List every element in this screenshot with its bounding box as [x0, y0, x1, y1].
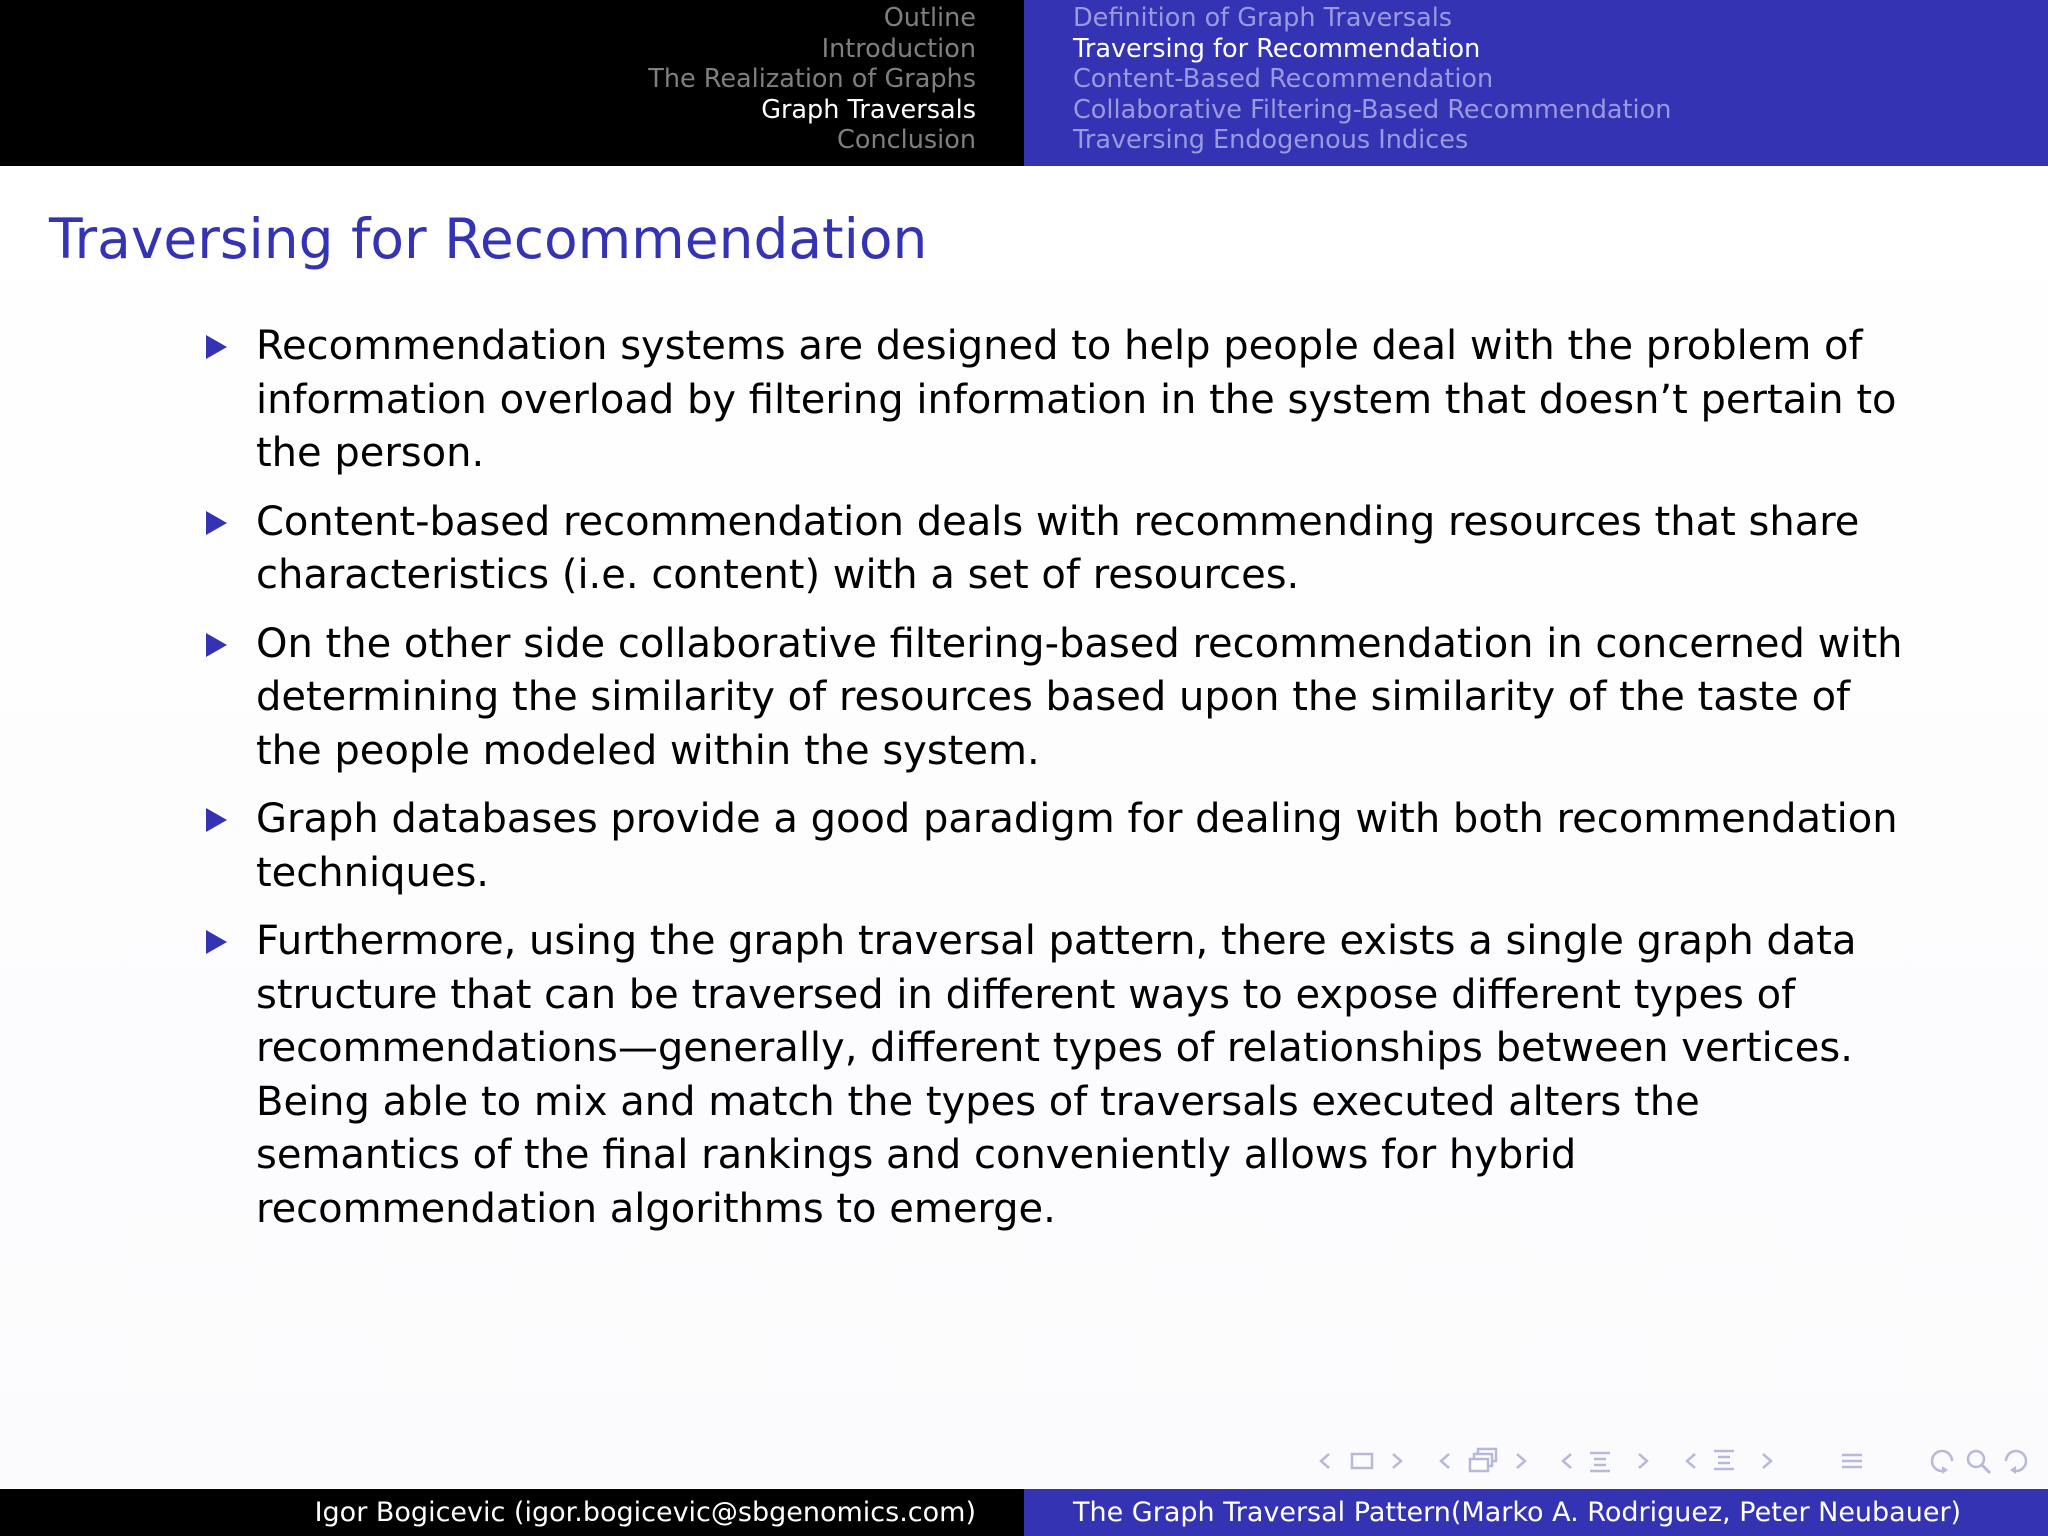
frame-title: Traversing for Recommendation [49, 207, 928, 271]
triangle-bullet-icon [206, 335, 227, 359]
nav-subsection-content-based[interactable]: Content-Based Recommendation [1073, 64, 1494, 94]
nav-subsection-collaborative-filtering[interactable]: Collaborative Filtering-Based Recommendation [1073, 94, 1672, 125]
bullet-item [206, 496, 1906, 603]
triangle-bullet-icon [206, 633, 227, 657]
next-presentation-arrow-icon[interactable] [1760, 1446, 1774, 1476]
slide-header [0, 0, 2048, 166]
prev-presentation-arrow-icon[interactable] [1684, 1446, 1698, 1476]
appendix-icon[interactable] [1840, 1446, 1864, 1476]
slide-footer [0, 1489, 2048, 1536]
prev-frame-arrow-icon[interactable] [1318, 1446, 1332, 1476]
prev-section-arrow-icon[interactable] [1560, 1446, 1574, 1476]
subsection-navigation [1024, 0, 2048, 166]
footer-talk-title[interactable]: The Graph Traversal Pattern(Marko A. Rodriguez, Peter Neubauer) [1024, 1489, 2048, 1536]
search-icon[interactable] [1964, 1446, 1994, 1476]
bullet-item [206, 320, 1906, 481]
bullet-item [206, 915, 1906, 1236]
footer-author[interactable]: Igor Bogicevic (igor.bogicevic@sbgenomics.com) [0, 1489, 1024, 1536]
section-navigation [0, 0, 1024, 166]
subsection-icon[interactable] [1468, 1446, 1500, 1476]
bullet-list [206, 320, 1906, 1251]
nav-section-graph-traversals[interactable]: Graph Traversals [761, 94, 976, 125]
bullet-item [206, 793, 1906, 900]
next-section-arrow-icon[interactable] [1636, 1446, 1650, 1476]
nav-section-realization-of-graphs[interactable]: The Realization of Graphs [648, 64, 976, 94]
next-frame-arrow-icon[interactable] [1390, 1446, 1404, 1476]
bullet-text: Content-based recommendation deals with recommending resources that share characteristics (i.e. content) with a set of resources. [256, 498, 1860, 598]
section-icon[interactable] [1588, 1446, 1612, 1476]
bullet-text: Recommendation systems are designed to help people deal with the problem of information overload by filtering information in the system that doesn’t pertain to the person. [256, 323, 1897, 476]
prev-subsection-arrow-icon[interactable] [1438, 1446, 1452, 1476]
triangle-bullet-icon [206, 808, 227, 832]
nav-section-outline[interactable]: Outline [883, 3, 976, 33]
triangle-bullet-icon [206, 930, 227, 954]
triangle-bullet-icon [206, 511, 227, 535]
nav-subsection-endogenous-indices[interactable]: Traversing Endogenous Indices [1073, 125, 1469, 155]
bullet-text: Furthermore, using the graph traversal pattern, there exists a single graph data structure that can be traversed in different ways to expose different types of recommendations—generally, different types of relationships between vertices. Being able to mix and match the types of traversals executed alters the semantics of the final rankings and conveniently allows for hybrid recommendation algorithms to emerge. [256, 918, 1857, 1232]
presentation-icon[interactable] [1712, 1446, 1736, 1476]
bullet-item [206, 618, 1906, 779]
bullet-text: On the other side collaborative filtering-based recommendation in concerned with determining the similarity of resources based upon the similarity of the taste of the people modeled within the system. [256, 620, 1903, 774]
forward-icon[interactable] [2002, 1446, 2032, 1476]
frame-icon[interactable] [1350, 1446, 1374, 1476]
nav-subsection-definition[interactable]: Definition of Graph Traversals [1073, 3, 1453, 33]
nav-section-conclusion[interactable]: Conclusion [837, 125, 976, 155]
next-subsection-arrow-icon[interactable] [1514, 1446, 1528, 1476]
nav-subsection-traversing-for-recommendation[interactable]: Traversing for Recommendation [1073, 33, 1481, 64]
bullet-text: Graph databases provide a good paradigm for dealing with both recommendation techniques. [256, 796, 1898, 896]
back-icon[interactable] [1926, 1446, 1956, 1476]
navigation-symbols [1300, 1446, 2040, 1476]
nav-section-introduction[interactable]: Introduction [821, 33, 976, 64]
